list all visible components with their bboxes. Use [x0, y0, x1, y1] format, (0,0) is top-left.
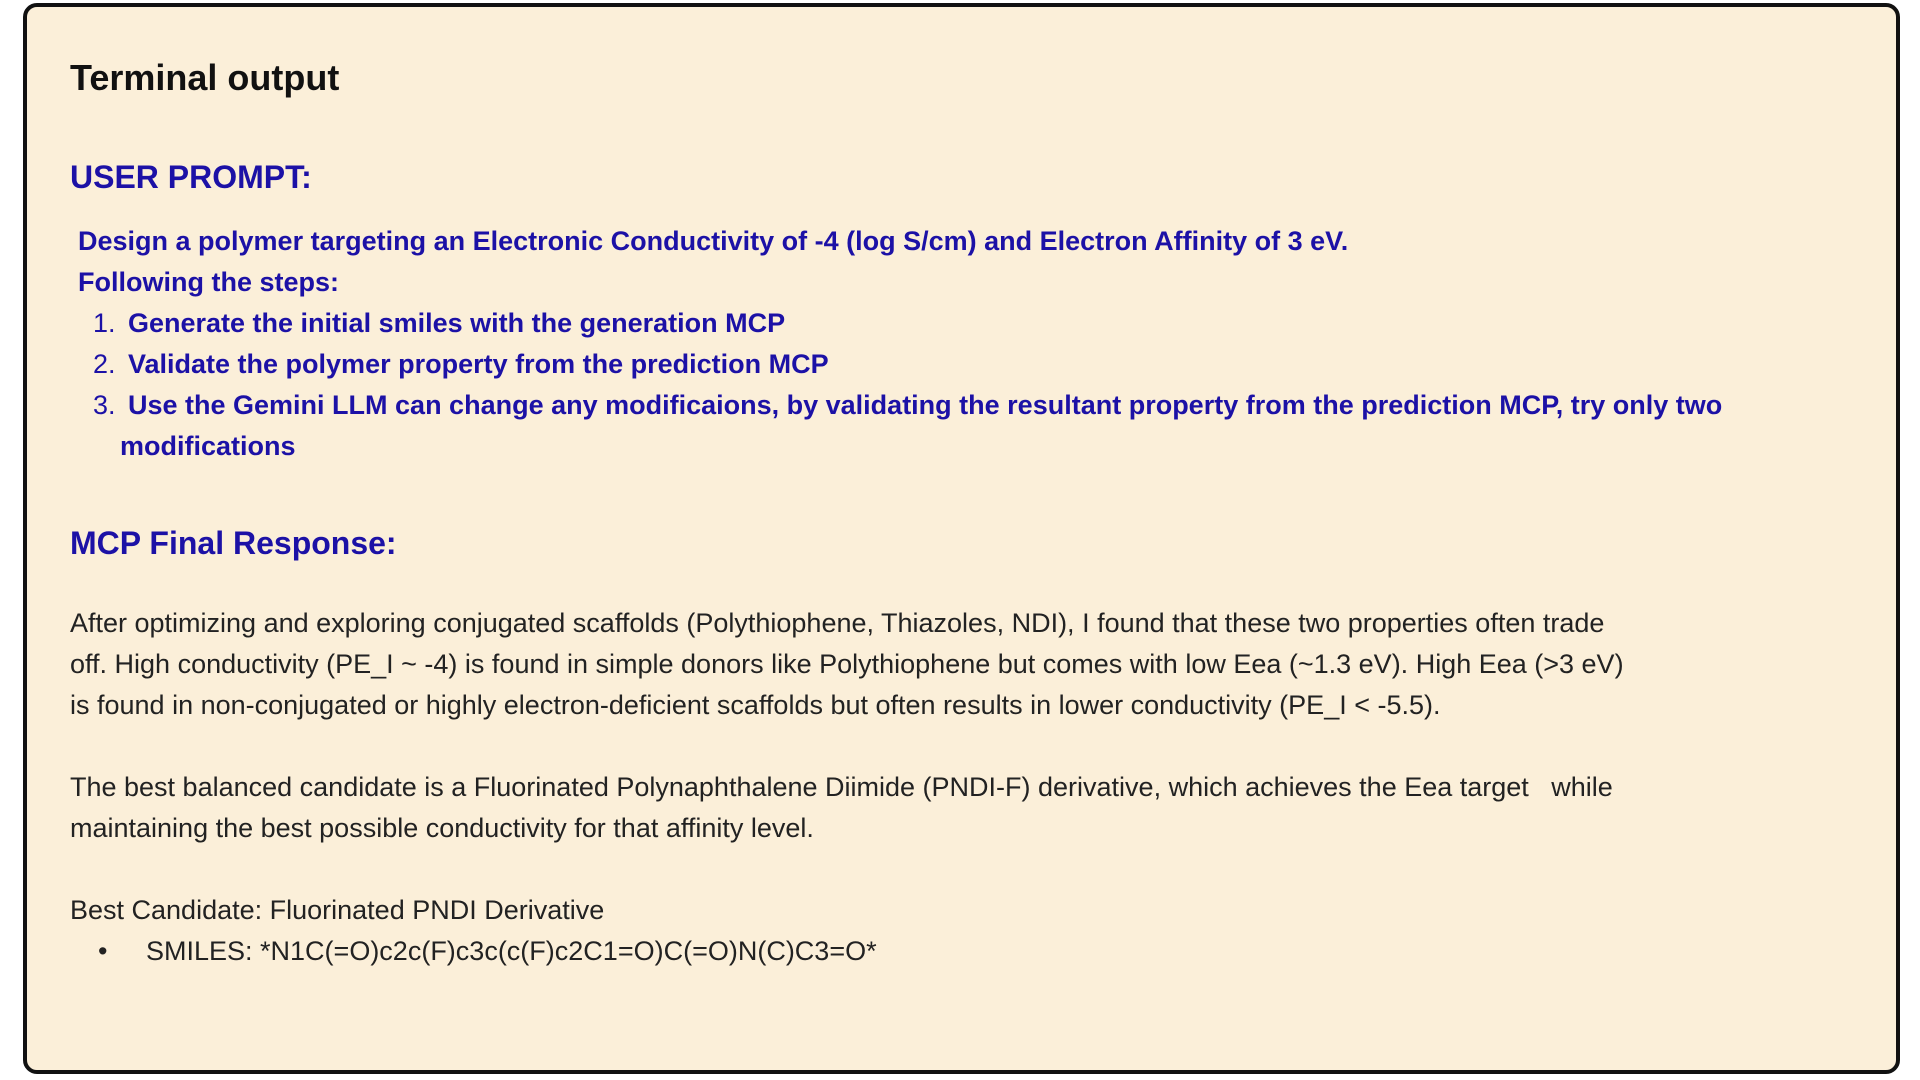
prompt-steps-list: [78, 303, 1878, 467]
user-prompt-heading: USER PROMPT:: [70, 159, 312, 195]
bullet-icon: •: [98, 936, 108, 966]
terminal-output-panel: [23, 3, 1900, 1074]
prompt-line-1: Design a polymer targeting an Electronic Conductivity of -4 (log S/cm) and Electron Affinity of 3 eV.: [78, 226, 1349, 256]
prompt-line-2: Following the steps:: [78, 267, 339, 297]
candidate-bullet-list: [70, 931, 1820, 972]
smiles-text: SMILES: *N1C(=O)c2c(F)c3c(c(F)c2C1=O)C(=O)N(C)C3=O*: [146, 936, 877, 966]
bullet-item: [70, 931, 1820, 972]
final-response-heading: MCP Final Response:: [70, 525, 397, 561]
paragraph-line: The best balanced candidate is a Fluorinated Polynaphthalene Diimide (PNDI-F) derivative, which achieves the Eea target while: [70, 772, 1613, 802]
response-paragraph: [70, 603, 1820, 726]
step-text: Use the Gemini LLM can change any modificaions, by validating the resultant property from the prediction MCP, try only two: [128, 390, 1723, 420]
paragraph-line: After optimizing and exploring conjugated scaffolds (Polythiophene, Thiazoles, NDI), I found that these two properties often trade: [70, 608, 1605, 638]
user-prompt-body: [78, 221, 1878, 467]
panel-title: Terminal output: [70, 57, 340, 98]
prompt-step: [78, 385, 1878, 467]
prompt-step: [78, 344, 1878, 385]
paragraph-line: maintaining the best possible conductivity for that affinity level.: [70, 813, 814, 843]
final-response-body: [70, 603, 1820, 972]
step-text-continuation: modifications: [120, 431, 296, 461]
paragraph-line: is found in non-conjugated or highly electron-deficient scaffolds but often results in lower conductivity (PE_I < -5.5).: [70, 690, 1441, 720]
step-number: 2.: [93, 349, 116, 379]
step-text: Generate the initial smiles with the generation MCP: [128, 308, 786, 338]
step-number: 1.: [93, 308, 116, 338]
step-text: Validate the polymer property from the prediction MCP: [128, 349, 829, 379]
prompt-step: [78, 303, 1878, 344]
paragraph-line: off. High conductivity (PE_I ~ -4) is found in simple donors like Polythiophene but comes with low Eea (~1.3 eV). High Eea (>3 eV): [70, 649, 1624, 679]
best-candidate-title: Best Candidate: Fluorinated PNDI Derivative: [70, 895, 605, 925]
response-paragraph: [70, 767, 1820, 849]
step-number: 3.: [93, 390, 116, 420]
